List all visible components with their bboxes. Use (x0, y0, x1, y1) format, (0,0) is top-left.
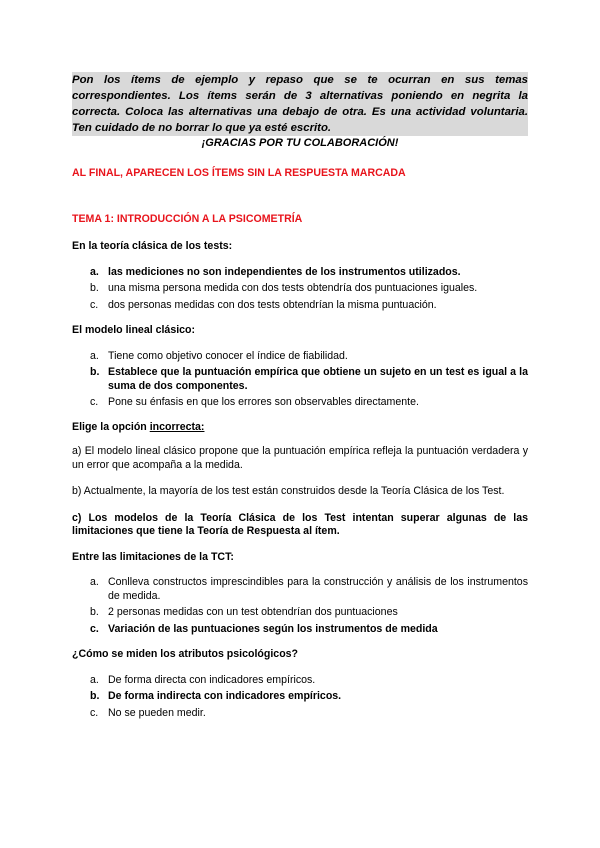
thanks-line: ¡GRACIAS POR TU COLABORACIÓN! (201, 137, 399, 149)
option-5a: a. De forma directa con indicadores empíricos. (90, 673, 316, 686)
option-3b: b) Actualmente, la mayoría de los test están construidos desde la Teoría Clásica de los Test. (72, 485, 505, 497)
question-5: ¿Cómo se miden los atributos psicológicos? (72, 648, 299, 660)
option-1a: a. las mediciones no son independientes de los instrumentos utilizados. (90, 265, 461, 278)
question-2: El modelo lineal clásico: (72, 324, 196, 336)
question-2-options (72, 350, 528, 410)
option-5c: c. No se pueden medir. (90, 706, 206, 719)
document-page (72, 72, 528, 723)
question-5-options (72, 674, 528, 721)
question-4-options (72, 576, 528, 636)
question-1: En la teoría clásica de los tests: (72, 240, 233, 252)
option-1c: c. dos personas medidas con dos tests obtendrían la misma puntuación. (90, 298, 437, 311)
option-2a: a. Tiene como objetivo conocer el índice de fiabilidad. (90, 349, 348, 362)
option-1b: b. una misma persona medida con dos tests obtendría dos puntuaciones iguales. (90, 282, 478, 294)
tema-heading: TEMA 1: INTRODUCCIÓN A LA PSICOMETRÍA (72, 212, 303, 225)
question-3: Elige la opción incorrecta: (72, 420, 205, 433)
question-4: Entre las limitaciones de la TCT: (72, 550, 234, 563)
option-4c: c. Variación de las puntuaciones según los instrumentos de medida (90, 622, 438, 635)
option-4a: a. Conlleva constructos imprescindibles para la construcción y análisis de los instrumentos de medida. (90, 576, 528, 602)
option-2c: c. Pone su énfasis en que los errores son observables directamente. (90, 396, 419, 408)
option-3a: a) El modelo lineal clásico propone que la puntuación empírica refleja la puntuación verdadera y un error que acompaña a la medida. (72, 445, 528, 471)
option-5b: b. De forma indirecta con indicadores empíricos. (90, 690, 342, 702)
notice-heading: AL FINAL, APARECEN LOS ÍTEMS SIN LA RESPUESTA MARCADA (72, 167, 406, 179)
option-2b: b. Establece que la puntuación empírica que obtiene un sujeto en un test es igual a la suma de dos componentes. (90, 366, 528, 392)
option-4b: b. 2 personas medidas con un test obtendrían dos puntuaciones (90, 606, 398, 618)
question-1-options (72, 266, 528, 313)
option-3c: c) Los modelos de la Teoría Clásica de los Test intentan superar algunas de las limitaciones que tiene la Teoría de Respuesta al ítem. (72, 511, 528, 537)
instructions-paragraph: Pon los ítems de ejemplo y repaso que se te ocurran en sus temas correspondientes. Los ítems serán de 3 alternativas poniendo en negrita la correcta. Coloca las alternativas una debajo de otra. Es una actividad voluntaria. Ten cuidado de no borrar lo que ya esté escrito. (72, 74, 528, 134)
